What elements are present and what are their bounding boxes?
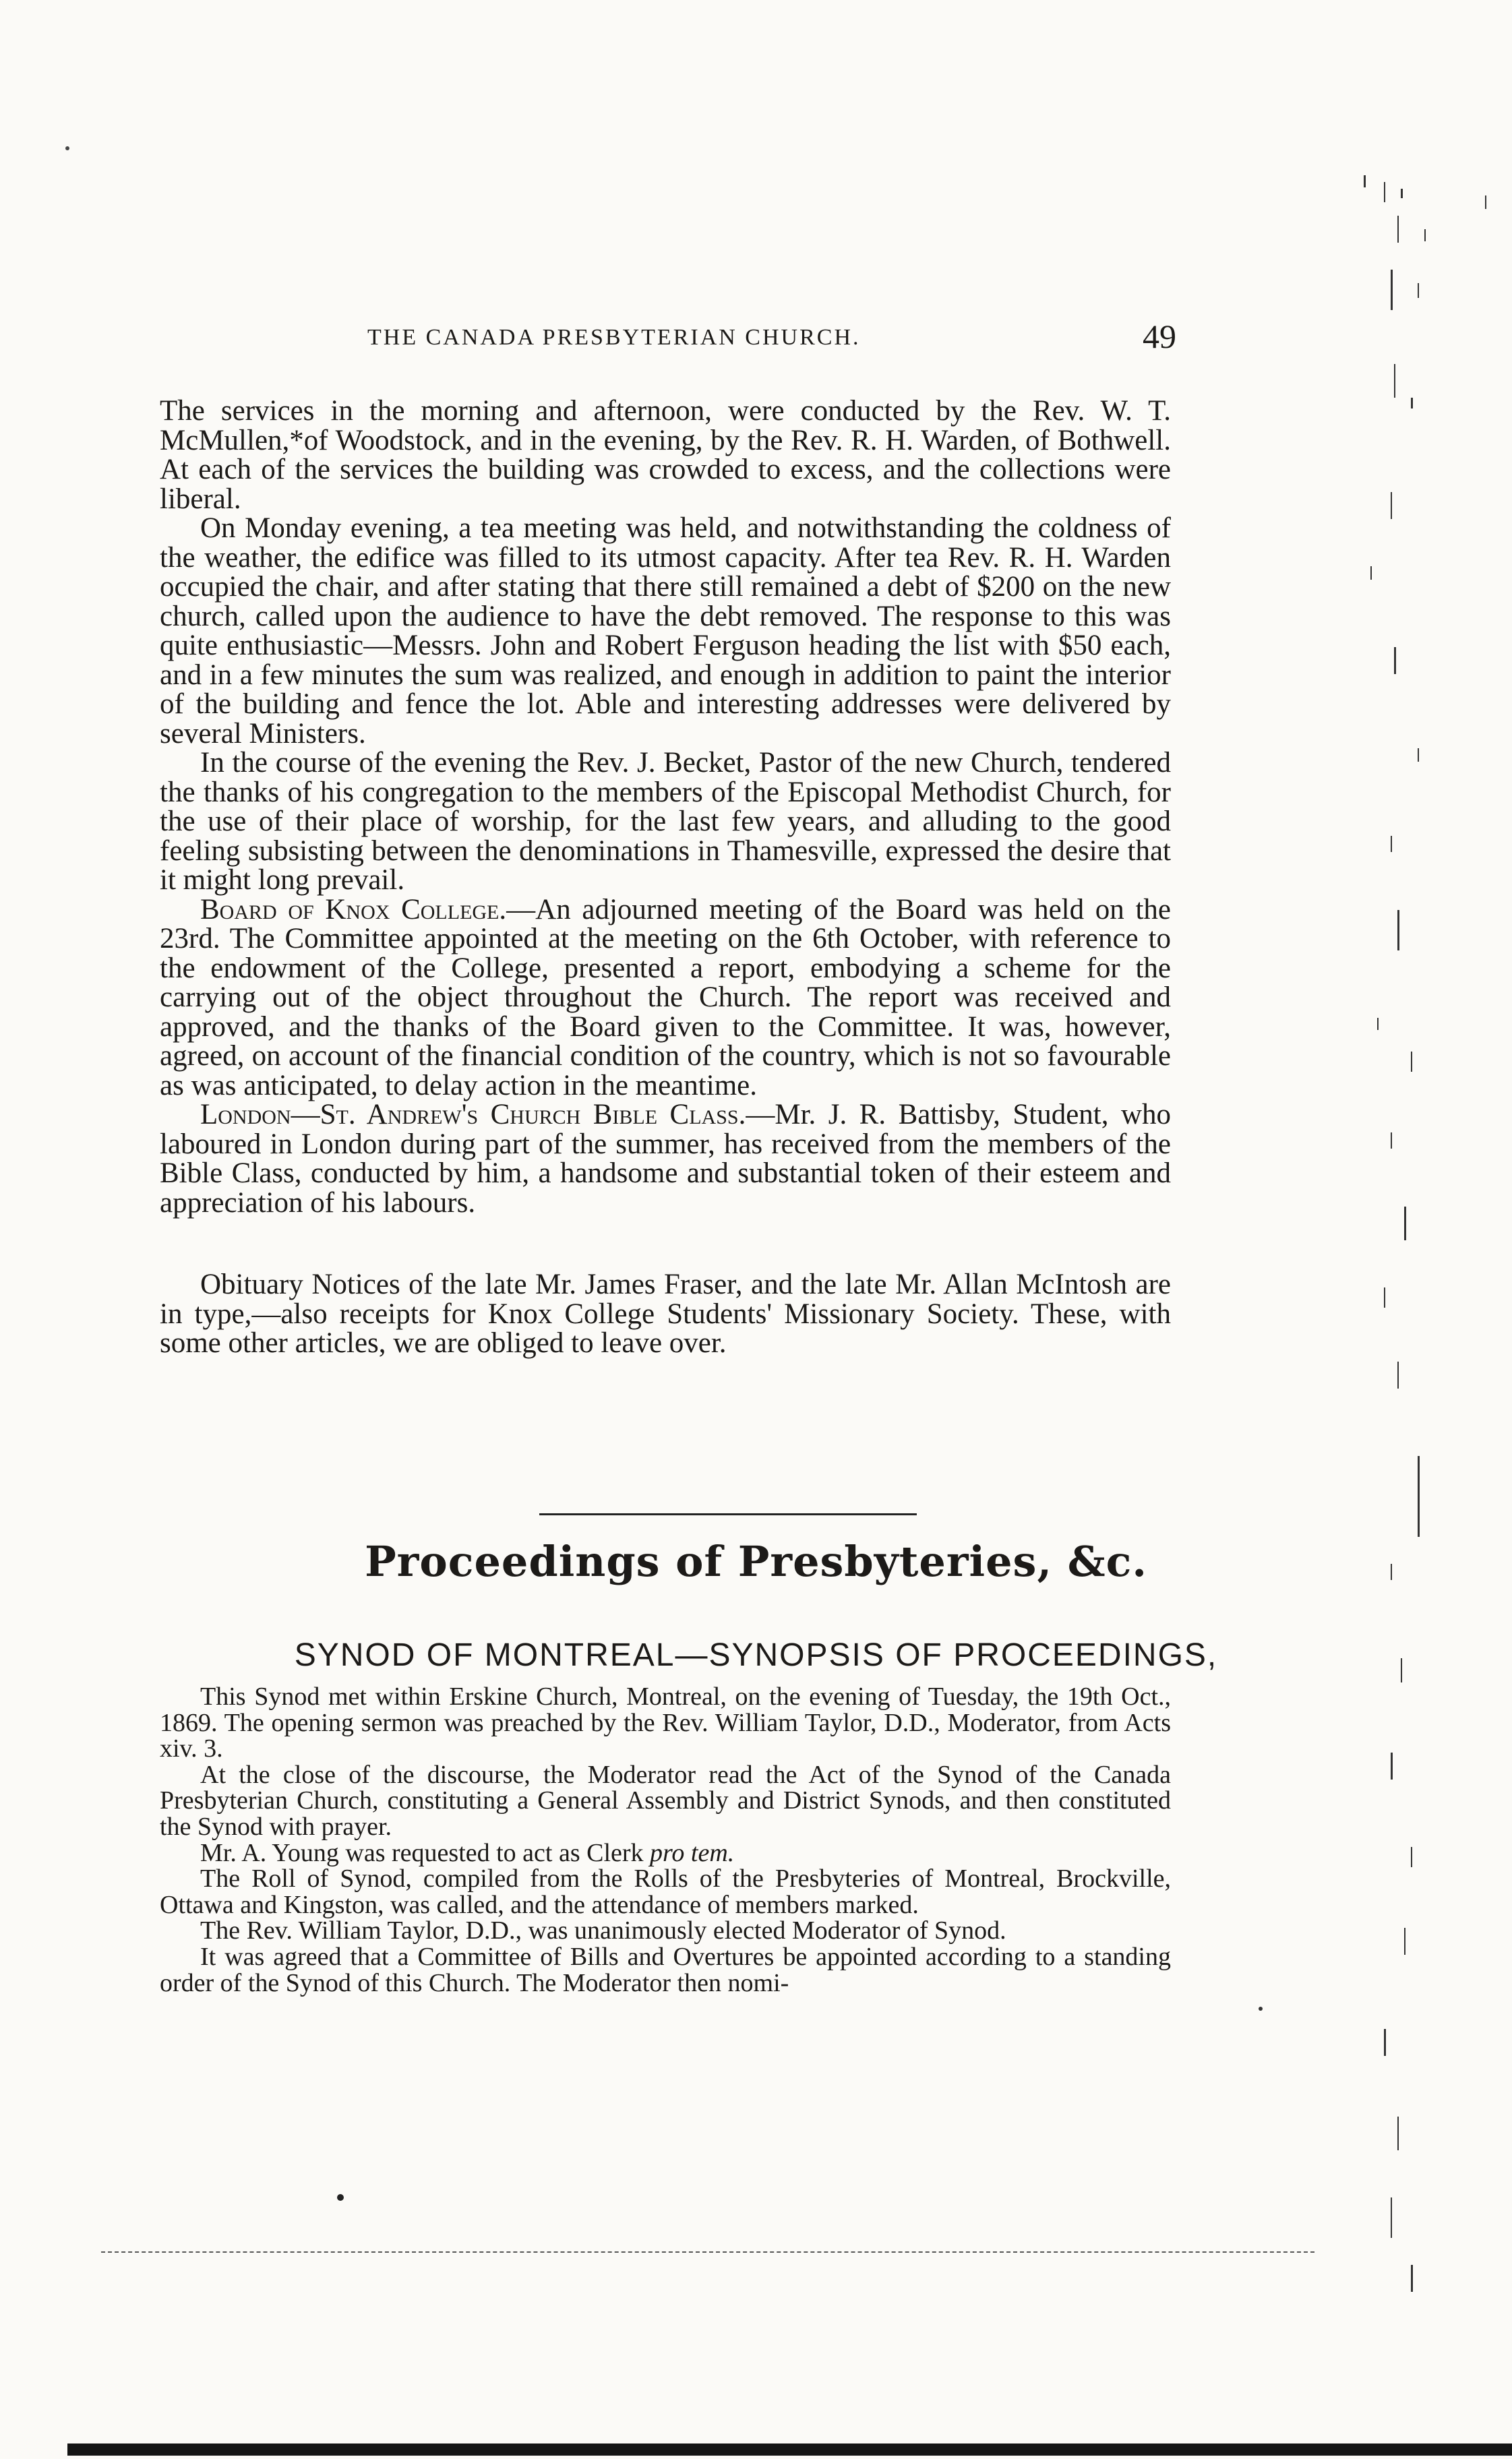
bottom-dashed-line xyxy=(101,2251,1314,2253)
news-paragraph-board xyxy=(160,895,1171,1101)
synod-paragraph: At the close of the discourse, the Moderator read the Act of the Synod of the Canada Presbyterian Church, constituting a General Assembly and District Synods, and then constituted the Synod with prayer. xyxy=(160,1760,1171,1841)
news-paragraph: The services in the morning and afternoon, were conducted by the Rev. W. T. McMullen,*of Woodstock, and in the evening, by the Rev. R. H. Warden, of Bothwell. At each of the services the building was crowded to excess, and the collections were liberal. xyxy=(160,395,1171,515)
synod-column xyxy=(160,1684,1171,1996)
synod-paragraph xyxy=(160,1840,1171,1866)
bottom-edge-bar xyxy=(67,2443,1512,2456)
news-paragraph-london xyxy=(160,1100,1171,1217)
news-column xyxy=(160,396,1171,1358)
running-head-title: THE CANADA PRESBYTERIAN CHURCH. xyxy=(367,325,861,350)
section-divider xyxy=(539,1513,917,1515)
news-body: —Mr. J. R. Battisby, Student, who laboured in London during part of the summer, has received from the members of the Bible Class, conducted by him, a handsome and substantial token of their esteem and appreciation of his labours. xyxy=(160,1099,1171,1219)
synod-italic: pro tem. xyxy=(650,1838,735,1867)
synod-paragraph: The Rev. William Taylor, D.D., was unanimously elected Moderator of Synod. xyxy=(200,1916,1006,1945)
synod-text: Mr. A. Young was requested to act as Clerk xyxy=(200,1838,651,1867)
synod-heading: SYNOD OF MONTREAL—SYNOPSIS OF PROCEEDINGS, xyxy=(294,1637,1218,1673)
news-subheading: Board of Knox College. xyxy=(200,893,507,925)
news-body: —An adjourned meeting of the Board was held on the 23rd. The Committee appointed at the meeting on the 6th October, with reference to the endowment of the College, presented a report, embodying a scheme for the carrying out of the object throughout the Church. The report was received and approved, and the thanks of the Board given to the Committee. It was, however, agreed, on account of the financial condition of the country, which is not so favourable as was anticipated, to delay action in the meantime. xyxy=(160,893,1171,1101)
margin-speckle xyxy=(1283,175,1512,2400)
news-paragraph: In the course of the evening the Rev. J. Becket, Pastor of the new Church, tendered the thanks of his congregation to the members of the Episcopal Methodist Church, for the use of their place of worship, for the last few years, and alluding to the good feeling subsisting between the denominations in Thamesville, expressed the desire that it might long prevail. xyxy=(160,747,1171,896)
synod-paragraph: The Roll of Synod, compiled from the Rolls of the Presbyteries of Montreal, Brockville, Ottawa and Kingston, was called, and the attendance of members marked. xyxy=(160,1864,1171,1919)
paragraph-gap xyxy=(160,1217,1171,1270)
news-paragraph: On Monday evening, a tea meeting was held, and notwithstanding the coldness of the weather, the edifice was filled to its utmost capacity. After tea Rev. R. H. Warden occupied the chair, and after stating that there still remained a debt of $200 on the new church, called upon the audience to have the debt removed. The response to this was quite enthusiastic—Messrs. John and Robert Ferguson heading the list with $50 each, and in a few minutes the sum was realized, and enough in addition to paint the interior of the building and fence the lot. Able and interesting addresses were delivered by several Ministers. xyxy=(160,512,1171,750)
section-heading: Proceedings of Presbyteries, &c. xyxy=(365,1537,1147,1586)
synod-paragraph: This Synod met within Erskine Church, Montreal, on the evening of Tuesday, the 19th Oct., 1869. The opening sermon was preached by the Rev. William Taylor, D.D., Moderator, from Acts xiv. 3. xyxy=(160,1682,1171,1763)
page-number: 49 xyxy=(1143,317,1176,355)
news-subheading: London—St. Andrew's Church Bible Class. xyxy=(200,1099,746,1130)
synod-paragraph: It was agreed that a Committee of Bills and Overtures be appointed according to a standing order of the Synod of this Church. The Moderator then nomi- xyxy=(160,1942,1171,1997)
editorial-note: Obituary Notices of the late Mr. James Fraser, and the late Mr. Allan McIntosh are in type,—also receipts for Knox College Students' Missionary Society. These, with some other articles, we are obliged to leave over. xyxy=(160,1269,1171,1359)
running-head xyxy=(367,317,1176,357)
